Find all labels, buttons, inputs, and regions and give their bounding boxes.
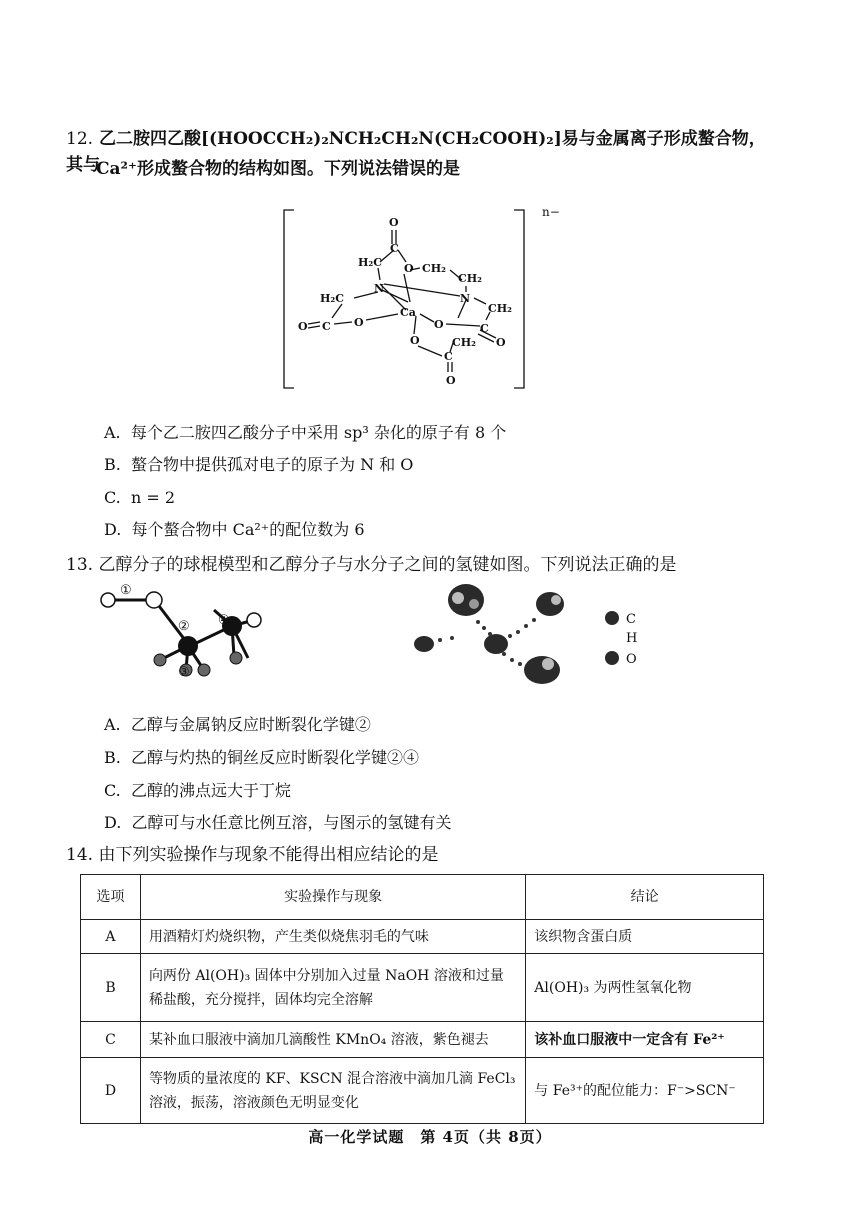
q13-option-a: A. 乙醇与金属钠反应时断裂化学键② xyxy=(104,715,371,734)
header-conclusion: 结论 xyxy=(526,875,764,920)
row-conclusion: 该补血口服液中一定含有 Fe²⁺ xyxy=(526,1022,764,1058)
q13-option-c: C. 乙醇的沸点远大于丁烷 xyxy=(104,781,291,800)
q14-stem xyxy=(66,842,776,868)
table-header-row xyxy=(81,875,764,920)
header-operation: 实验操作与现象 xyxy=(140,875,525,920)
atom-c1: C xyxy=(390,242,399,255)
atom-ch2-a: CH₂ xyxy=(422,262,446,275)
q14-number: 14. xyxy=(66,845,94,865)
atom-c-right: C xyxy=(480,322,489,335)
atom-h2c-a: H₂C xyxy=(358,256,382,269)
atom-ca: Ca xyxy=(400,306,416,319)
legend-h: H xyxy=(626,631,638,646)
bond-label-3: ③ xyxy=(178,665,190,680)
row-option: C xyxy=(81,1022,141,1058)
legend-o: O xyxy=(626,652,637,667)
table-row xyxy=(81,1058,764,1124)
q12-stem-line1: 乙二胺四乙酸[(HOOCCH₂)₂NCH₂CH₂N(CH₂COOH)₂]易与金属离子形成螯合物，其与 xyxy=(66,129,766,175)
table-row xyxy=(81,954,764,1022)
row-option: D xyxy=(81,1058,141,1124)
atom-h2c-b: H₂C xyxy=(320,292,344,305)
experiment-table xyxy=(80,874,764,1124)
q12-option-d: D. 每个螯合物中 Ca²⁺的配位数为 6 xyxy=(104,520,365,539)
atom-ch2-c: CH₂ xyxy=(488,302,512,315)
atom-c-bottom: C xyxy=(444,350,453,363)
atom-n-b: N xyxy=(460,292,471,305)
q14-stem-text: 由下列实验操作与现象不能得出相应结论的是 xyxy=(98,845,439,865)
atom-o-left: O xyxy=(354,316,364,329)
atom-c-left: C xyxy=(322,320,331,333)
row-conclusion: 该织物含蛋白质 xyxy=(526,920,764,954)
atom-legend xyxy=(600,606,660,670)
q13-stem-text: 乙醇分子的球棍模型和乙醇分子与水分子之间的氢键如图。下列说法正确的是 xyxy=(98,555,677,575)
q13-option-b: B. 乙醇与灼热的铜丝反应时断裂化学键②④ xyxy=(104,748,420,767)
bond-label-4: ④ xyxy=(218,613,230,628)
row-operation: 向两份 Al(OH)₃ 固体中分别加入过量 NaOH 溶液和过量稀盐酸，充分搅拌，固体均完全溶解 xyxy=(140,954,525,1022)
q12-option-a: A. 每个乙二胺四乙酸分子中采用 sp³ 杂化的原子有 8 个 xyxy=(104,423,507,442)
table-row xyxy=(81,920,764,954)
ethanol-ball-stick-model xyxy=(96,580,286,680)
bond-label-1: ① xyxy=(120,583,132,598)
atom-o1: O xyxy=(389,216,399,229)
atom-ch2-b: CH₂ xyxy=(458,272,482,285)
atom-o-right2: O xyxy=(496,336,506,349)
hydrogen-bond-illustration xyxy=(400,578,580,690)
row-option: A xyxy=(81,920,141,954)
bond-label-2: ② xyxy=(178,619,190,634)
q12-option-b: B. 螯合物中提供孤对电子的原子为 N 和 O xyxy=(104,455,414,474)
row-operation: 某补血口服液中滴加几滴酸性 KMnO₄ 溶液，紫色褪去 xyxy=(140,1022,525,1058)
atom-o-right: O xyxy=(434,318,444,331)
row-operation: 用酒精灯灼烧织物，产生类似烧焦羽毛的气味 xyxy=(140,920,525,954)
row-operation: 等物质的量浓度的 KF、KSCN 混合溶液中滴加几滴 FeCl₃ 溶液，振荡，溶液颜色无明显变化 xyxy=(140,1058,525,1124)
atom-n-a: N xyxy=(374,282,385,295)
q13-option-d: D. 乙醇可与水任意比例互溶，与图示的氢键有关 xyxy=(104,813,452,832)
oxygen-legend-icon xyxy=(605,651,619,665)
table-row xyxy=(81,1022,764,1058)
atom-o-left2: O xyxy=(298,320,308,333)
q12-number: 12. xyxy=(66,129,94,149)
legend-c: C xyxy=(626,612,636,627)
q12-stem-line2: Ca²⁺形成螯合物的结构如图。下列说法错误的是 xyxy=(96,159,460,179)
row-option: B xyxy=(81,954,141,1022)
atom-o-bottom: O xyxy=(410,334,420,347)
row-conclusion: Al(OH)₃ 为两性氢氧化物 xyxy=(526,954,764,1022)
row-conclusion: 与 Fe³⁺的配位能力：F⁻>SCN⁻ xyxy=(526,1058,764,1124)
atom-o-bottom2: O xyxy=(446,374,456,387)
q12-option-c: C. n = 2 xyxy=(104,488,175,507)
carbon-legend-icon xyxy=(605,611,619,625)
q13-stem xyxy=(66,552,776,578)
page-footer: 高一化学试题 第 4页（共 8页） xyxy=(308,1128,552,1146)
atom-ch2-d: CH₂ xyxy=(452,336,476,349)
atom-o-a: O xyxy=(404,262,414,275)
charge-label: n− xyxy=(542,205,560,219)
header-option: 选项 xyxy=(81,875,141,920)
edta-ca-structure xyxy=(270,200,570,398)
q13-number: 13. xyxy=(66,555,94,575)
